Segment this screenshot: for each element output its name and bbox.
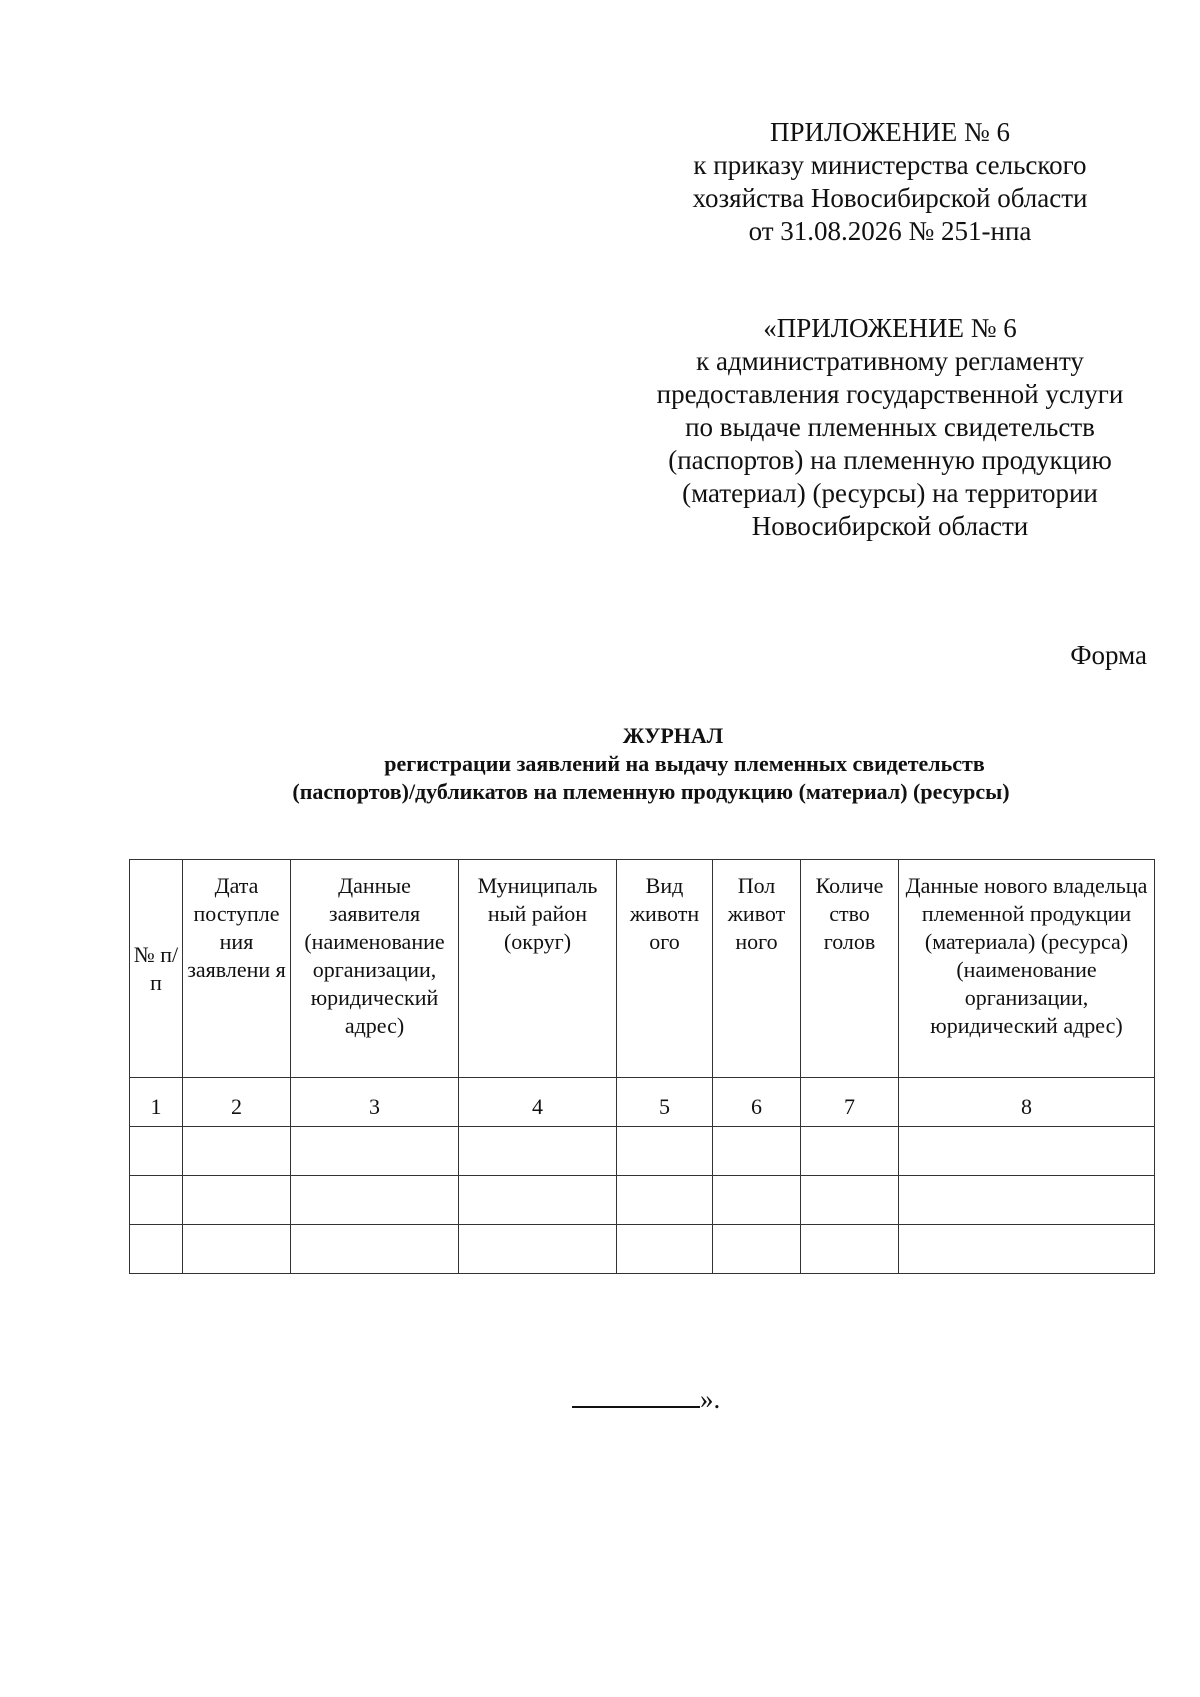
column-header-sex: Пол живот ного [713,860,801,1078]
index-cell: 2 [183,1078,291,1127]
table-header-row [130,860,1155,1078]
index-cell: 6 [713,1078,801,1127]
column-header-district: Муниципаль ный район (округ) [459,860,617,1078]
table-cell [130,1225,183,1274]
journal-table [129,859,1155,1274]
table-cell [617,1127,713,1176]
journal-subtitle-line: регистрации заявлений на выдачу племенных свидетельств [384,751,985,776]
index-cell: 3 [291,1078,459,1127]
table-cell [899,1127,1155,1176]
form-label: Форма [1070,640,1147,670]
index-cell: 4 [459,1078,617,1127]
table-cell [713,1225,801,1274]
column-header-applicant: Данные заявителя (наименование организации, юридический адрес) [291,860,459,1078]
blank-underline [572,1380,700,1408]
table-cell [801,1225,899,1274]
table-cell [713,1127,801,1176]
appendix-order-line: к приказу министерства сельского [693,150,1087,180]
table-cell [899,1176,1155,1225]
appendix-regulation-line: Новосибирской области [751,511,1029,541]
table-cell [899,1225,1155,1274]
table-index-row [130,1078,1155,1127]
appendix-order-line: ПРИЛОЖЕНИЕ № 6 [769,117,1011,147]
appendix-regulation-line: предоставления государственной услуги [656,379,1124,409]
index-cell: 7 [801,1078,899,1127]
index-cell: 8 [899,1078,1155,1127]
appendix-regulation-block [620,312,1160,543]
index-cell: 1 [130,1078,183,1127]
appendix-order-line: от 31.08.2026 № 251-нпа [748,216,1032,246]
table-cell [801,1176,899,1225]
table-cell [183,1225,291,1274]
column-header-number: № п/п [130,860,183,1078]
table-cell [291,1225,459,1274]
column-header-date: Дата поступле ния заявлени я [183,860,291,1078]
closing-mark [572,1380,720,1416]
table-cell [459,1127,617,1176]
table-row [130,1176,1155,1225]
column-header-new-owner: Данные нового владельца племенной продукции (материала) (ресурса) (наименование организации, юридический адрес) [899,860,1155,1078]
table-row [130,1127,1155,1176]
appendix-regulation-line: по выдаче племенных свидетельств [685,412,1095,442]
appendix-regulation-line: к административному регламенту [696,346,1084,376]
table-cell [130,1176,183,1225]
table-cell [617,1225,713,1274]
column-header-animal-type: Вид животн ого [617,860,713,1078]
table-cell [183,1176,291,1225]
table-cell [130,1127,183,1176]
table-cell [183,1127,291,1176]
appendix-regulation-line: (материал) (ресурсы) на территории [682,478,1098,508]
table-cell [713,1176,801,1225]
table-cell [459,1176,617,1225]
table-cell [459,1225,617,1274]
appendix-order-block [620,116,1160,248]
table-cell [801,1127,899,1176]
journal-heading [120,722,1182,806]
table-cell [617,1176,713,1225]
journal-title: ЖУРНАЛ [622,723,724,748]
closing-quote: ». [700,1384,721,1414]
table-row [130,1225,1155,1274]
index-cell: 5 [617,1078,713,1127]
column-header-count: Количе ство голов [801,860,899,1078]
appendix-regulation-line: (паспортов) на племенную продукцию [668,445,1112,475]
appendix-regulation-line: «ПРИЛОЖЕНИЕ № 6 [763,313,1017,343]
table-cell [291,1176,459,1225]
appendix-order-line: хозяйства Новосибирской области [692,183,1088,213]
journal-subtitle-line: (паспортов)/дубликатов на племенную продукцию (материал) (ресурсы) [292,779,1010,804]
table-cell [291,1127,459,1176]
